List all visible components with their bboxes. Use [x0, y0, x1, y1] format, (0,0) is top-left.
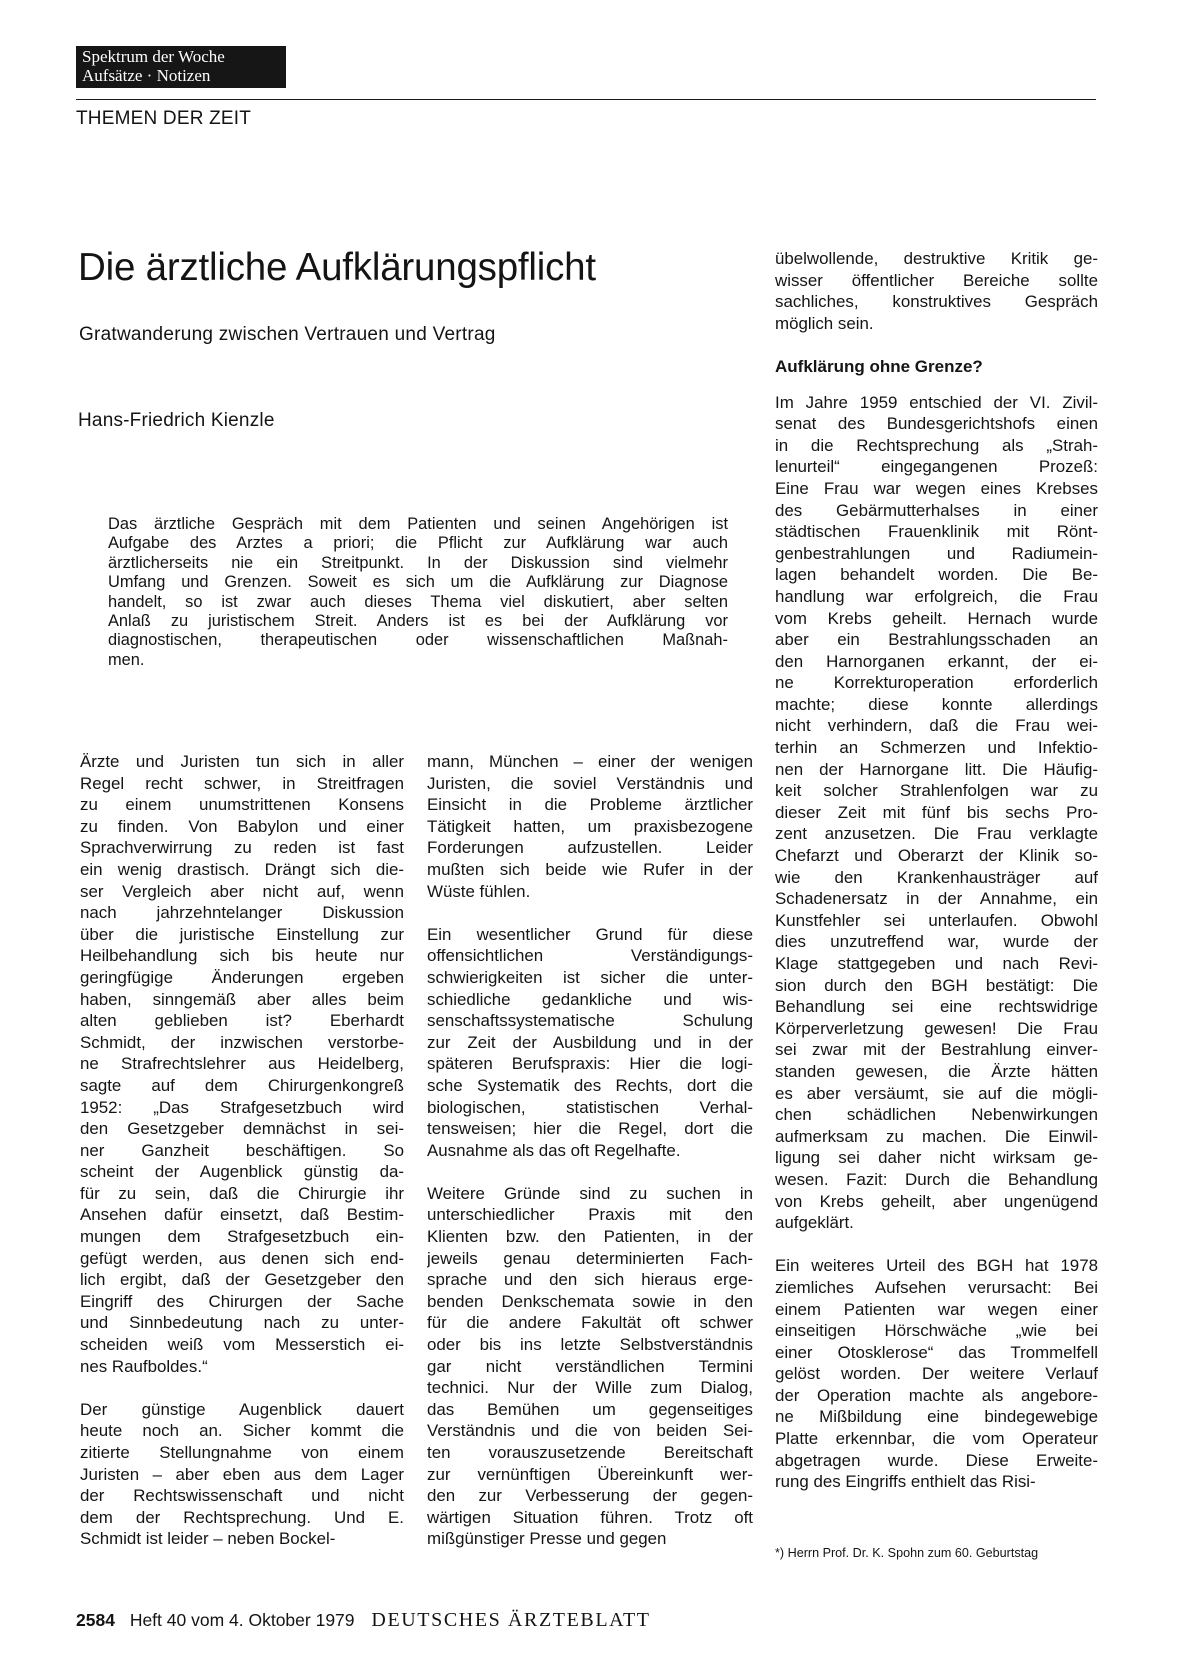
text-line: scheiden weiß vom Messerstich ei-: [80, 1335, 404, 1355]
text-line: Ausnahme als das oft Regelhafte.: [427, 1140, 681, 1160]
text-line: Körperverletzung gewesen! Die Frau: [775, 1018, 1098, 1038]
text-line: ne Korrekturoperation erforderlich: [775, 673, 1098, 693]
page-number: 2584: [76, 1610, 115, 1630]
text-line: mann, München – einer der wenigen: [427, 752, 753, 771]
text-line: lenurteil“ eingegangenen Prozeß:: [775, 457, 1098, 477]
text-line: vom Krebs geheilt. Hernach wurde: [775, 608, 1098, 628]
text-line: Aufgabe des Arztes a priori; die Pflicht zur Aufklärung war auch: [108, 534, 728, 553]
paragraph: [427, 924, 753, 1162]
text-line: ser Vergleich aber nicht auf, wenn: [80, 881, 404, 901]
article-subtitle: Gratwanderung zwischen Vertrauen und Vertrag: [79, 324, 496, 345]
text-line: den zur Verbesserung der gegen-: [427, 1486, 753, 1506]
text-line: Weitere Gründe sind zu suchen in: [427, 1183, 753, 1203]
section-heading: THEMEN DER ZEIT: [76, 108, 252, 129]
section-label-box: [76, 46, 286, 88]
text-line: wesen. Fazit: Durch die Behandlung: [775, 1169, 1098, 1189]
text-line: aufgeklärt.: [775, 1213, 854, 1233]
text-line: mißgünstiger Presse und gegen: [427, 1529, 667, 1549]
article-author: Hans-Friedrich Kienzle: [78, 410, 275, 431]
text-line: men.: [108, 650, 145, 669]
text-line: Das ärztliche Gespräch mit dem Patienten und seinen Angehörigen ist: [108, 515, 728, 533]
text-line: sche Systematik des Rechts, dort die: [427, 1075, 753, 1095]
text-line: keit solcher Strahlenfolgen war zu: [775, 781, 1098, 801]
section-label-line-1: Spektrum der Woche: [82, 47, 225, 66]
text-line: Sprachverwirrung zu reden ist fast: [80, 838, 404, 858]
text-line: des Gebärmutterhalses in einer: [775, 500, 1098, 520]
text-line: ligung sei daher nicht wirksam ge-: [775, 1148, 1098, 1168]
text-line: dies unzutreffend war, wurde der: [775, 932, 1098, 952]
text-line: in die Rechtsprechung als „Strah-: [775, 435, 1098, 455]
page-footer: [76, 1609, 651, 1635]
text-line: sachliches, konstruktives Gespräch: [775, 292, 1098, 312]
text-line: ner Ganzheit beschäftigen. So: [80, 1140, 404, 1160]
text-line: gar nicht verständlichen Termini: [427, 1356, 753, 1376]
text-line: Klage stattgegeben und nach Revi-: [775, 954, 1098, 973]
text-line: späteren Berufspraxis: Hier die logi-: [427, 1054, 753, 1074]
text-line: schwierigkeiten ist sicher die unter-: [427, 967, 753, 987]
text-line: nes Raufboldes.“: [80, 1356, 208, 1376]
text-line: ten vorauszusetzende Bereitschaft: [427, 1443, 753, 1462]
text-line: sagte auf dem Chirurgenkongreß: [80, 1075, 404, 1095]
text-line: wisser öffentlicher Bereiche sollte: [775, 270, 1098, 290]
paragraph: [775, 1255, 1098, 1493]
paragraph: [80, 1399, 404, 1550]
footnote: *) Herrn Prof. Dr. K. Spohn zum 60. Geburtstag: [775, 1546, 1039, 1560]
text-line: Eine Frau war wegen eines Krebses: [775, 478, 1098, 498]
text-line: zent anzusetzen. Die Frau verklagte: [775, 824, 1098, 844]
text-line: aufmerksam zu machen. Die Einwil-: [775, 1126, 1098, 1146]
text-column-3: [775, 248, 1098, 1493]
text-line: senat des Bundesgerichtshofs einen: [775, 414, 1098, 434]
text-line: einseitigen Hörschwäche „wie bei: [775, 1321, 1098, 1341]
text-line: Ein weiteres Urteil des BGH hat 1978: [775, 1256, 1098, 1276]
text-line: ne Mißbildung eine bindegewebige: [775, 1407, 1098, 1427]
text-line: sion durch den BGH bestätigt: Die: [775, 975, 1098, 995]
text-line: es aber versäumt, sie auf die mögli-: [775, 1083, 1098, 1103]
text-line: nach jahrzehntelanger Diskussion: [80, 903, 404, 923]
header-rule: [76, 99, 1096, 100]
text-line: zu einem unumstrittenen Konsens: [80, 795, 404, 815]
text-line: 1952: „Das Strafgesetzbuch wird: [80, 1097, 404, 1117]
text-line: Ärzte und Juristen tun sich in aller: [80, 752, 404, 771]
text-line: diagnostischen, therapeutischen oder wissenschaftlichen Maßnah-: [108, 631, 728, 650]
text-column-2: [427, 751, 753, 1550]
text-line: nicht verhindern, daß die Frau wei-: [775, 716, 1098, 736]
text-line: wärtigen Situation führen. Trotz oft: [427, 1507, 753, 1527]
text-line: rung des Eingriffs enthielt das Risi-: [775, 1472, 1036, 1492]
article-abstract: [108, 515, 728, 670]
text-line: mungen dem Strafgesetzbuch ein-: [80, 1227, 404, 1247]
text-line: Juristen, die soviel Verständnis und: [427, 773, 753, 793]
paragraph: [427, 1183, 753, 1550]
text-line: zitierte Stellungnahme von einem: [80, 1443, 404, 1462]
text-line: Wüste fühlen.: [427, 881, 531, 901]
text-line: lich ergibt, daß der Gesetzgeber den: [80, 1270, 404, 1290]
text-line: heute noch an. Sicher kommt die: [80, 1421, 404, 1441]
issue-info: Heft 40 vom 4. Oktober 1979: [129, 1610, 355, 1630]
text-line: städtischen Frauenklinik mit Rönt-: [775, 522, 1098, 542]
text-line: Schadenersatz in der Annahme, ein: [775, 889, 1098, 909]
text-line: gelöst worden. Der weitere Verlauf: [775, 1364, 1098, 1384]
text-line: dieser Zeit mit fünf bis sechs Pro-: [775, 802, 1098, 822]
subheading: Aufklärung ohne Grenze?: [775, 356, 983, 376]
text-column-1: [80, 751, 404, 1550]
text-line: Umfang und Grenzen. Soweit es sich um die Aufklärung zur Diagnose: [108, 573, 728, 592]
text-line: einer Otosklerose“ das Trommelfell: [775, 1342, 1098, 1362]
text-line: ne Strafrechtslehrer aus Heidelberg,: [80, 1054, 404, 1074]
text-line: biologischen, statistischen Verhal-: [427, 1097, 753, 1117]
text-line: das Bemühen um gegenseitiges: [427, 1399, 753, 1419]
text-line: Kunstfehler sei unterlaufen. Obwohl: [775, 910, 1098, 930]
text-line: Regel recht schwer, in Streitfragen: [80, 773, 404, 793]
text-line: Tätigkeit hatten, um praxisbezogene: [427, 816, 753, 836]
text-line: Der günstige Augenblick dauert: [80, 1399, 404, 1419]
text-line: für zu sein, daß die Chirurgie ihr: [80, 1183, 404, 1203]
text-line: Ansehen dafür einsetzt, daß Bestim-: [80, 1205, 404, 1225]
text-line: zur vernünftigen Übereinkunft wer-: [427, 1464, 753, 1484]
text-line: mußten sich beide wie Rufer in der: [427, 859, 753, 879]
text-line: machte; diese konnte allerdings: [775, 694, 1098, 714]
text-line: Ein wesentlicher Grund für diese: [427, 924, 753, 944]
text-line: Chefarzt und Oberarzt der Klinik so-: [775, 846, 1098, 866]
text-line: Heilbehandlung sich bis heute nur: [80, 946, 404, 966]
text-line: handelt, so ist zwar auch dieses Thema viel diskutiert, aber selten: [108, 592, 728, 611]
text-line: der Operation machte als angebore-: [775, 1385, 1098, 1405]
text-line: für die andere Fakultät oft schwer: [427, 1313, 753, 1333]
text-line: lagen behandelt worden. Die Be-: [775, 565, 1098, 585]
paragraph: [80, 751, 404, 1377]
text-line: genbestrahlungen und Radiumein-: [775, 543, 1098, 563]
text-line: einem Patienten war wegen einer: [775, 1299, 1098, 1319]
text-line: terhin an Schmerzen und Infektio-: [775, 738, 1098, 758]
text-line: Im Jahre 1959 entschied der VI. Zivil-: [775, 392, 1098, 412]
text-line: von Krebs geheilt, aber ungenügend: [775, 1191, 1098, 1211]
text-line: möglich sein.: [775, 313, 874, 333]
text-line: Schmidt ist leider – neben Bockel-: [80, 1529, 336, 1549]
text-line: benden Denkschemata sowie in den: [427, 1291, 753, 1311]
text-line: Einsicht in die Probleme ärztlicher: [427, 795, 753, 815]
journal-name: DEUTSCHES ÄRZTEBLATT: [371, 1609, 651, 1631]
text-line: und Sinnbedeutung nach zu unter-: [80, 1313, 404, 1333]
text-line: nen der Harnorgane litt. Die Häufig-: [775, 759, 1098, 779]
text-line: offensichtlichen Verständigungs-: [427, 946, 753, 966]
text-line: Klienten bzw. den Patienten, in der: [427, 1227, 753, 1247]
text-line: den Gesetzgeber demnächst in sei-: [80, 1119, 404, 1139]
text-line: Forderungen aufzustellen. Leider: [427, 838, 753, 858]
article-title: Die ärztliche Aufklärungspflicht: [78, 246, 596, 289]
column-3-intro: [775, 248, 1098, 334]
text-line: sei zwar mit der Bestrahlung einver-: [775, 1040, 1098, 1060]
text-line: Schmidt, der inzwischen verstorbe-: [80, 1032, 404, 1052]
text-line: Anlaß zu juristischem Streit. Anders ist es bei der Aufklärung vor: [108, 612, 728, 631]
section-label-line-2: Aufsätze · Notizen: [82, 65, 211, 85]
text-line: Eingriff des Chirurgen der Sache: [80, 1291, 404, 1311]
text-line: standen gewesen, die Ärzte hätten: [775, 1061, 1098, 1081]
text-line: tensweisen; hier die Regel, dort die: [427, 1119, 753, 1139]
text-line: chen schädlichen Nebenwirkungen: [775, 1105, 1098, 1125]
text-line: Juristen – aber eben aus dem Lager: [80, 1464, 404, 1484]
text-line: senschaftssystematische Schulung: [427, 1011, 753, 1031]
text-line: unterschiedlicher Praxis mit den: [427, 1205, 753, 1225]
text-line: geringfügige Änderungen ergeben: [80, 967, 404, 987]
text-line: zur Zeit der Ausbildung und in der: [427, 1032, 753, 1052]
text-line: aber ein Bestrahlungsschaden an: [775, 630, 1098, 650]
paragraph: [427, 751, 753, 902]
text-line: alten geblieben ist? Eberhardt: [80, 1011, 404, 1031]
text-line: dem der Rechtsprechung. Und E.: [80, 1507, 404, 1527]
column-3-body: [775, 392, 1098, 1493]
text-line: haben, sinngemäß aber alles beim: [80, 989, 404, 1009]
text-line: gefügt werden, aus denen sich end-: [80, 1248, 404, 1268]
text-line: über die juristische Einstellung zur: [80, 924, 404, 944]
text-line: wie den Krankenhausträger auf: [775, 867, 1098, 887]
text-line: handlung war erfolgreich, die Frau: [775, 586, 1098, 606]
text-line: schiedliche gedankliche und wis-: [427, 989, 753, 1009]
text-line: den Harnorganen erkannt, der ei-: [775, 651, 1098, 671]
text-line: ziemliches Aufsehen verursacht: Bei: [775, 1277, 1098, 1297]
text-line: scheint der Augenblick günstig da-: [80, 1162, 404, 1182]
text-line: zu finden. Von Babylon und einer: [80, 816, 404, 836]
text-line: ärztlicherseits nie ein Streitpunkt. In der Diskussion sind vielmehr: [108, 553, 728, 572]
text-line: technici. Nur der Wille zum Dialog,: [427, 1378, 753, 1398]
text-line: sprache und den sich hieraus erge-: [427, 1270, 753, 1290]
text-line: Verständnis und die von beiden Sei-: [427, 1421, 753, 1441]
text-line: abgetragen wurde. Diese Erweite-: [775, 1450, 1098, 1470]
paragraph: [775, 392, 1098, 1234]
text-line: übelwollende, destruktive Kritik ge-: [775, 249, 1098, 268]
text-line: ein wenig drastisch. Drängt sich die-: [80, 859, 404, 879]
text-line: jeweils genau determinierten Fach-: [427, 1248, 753, 1268]
text-line: der Rechtswissenschaft und nicht: [80, 1486, 404, 1506]
text-line: oder bis ins letzte Selbstverständnis: [427, 1335, 753, 1355]
text-line: Platte erkennbar, die vom Operateur: [775, 1429, 1098, 1449]
text-line: Behandlung sei eine rechtswidrige: [775, 997, 1098, 1017]
